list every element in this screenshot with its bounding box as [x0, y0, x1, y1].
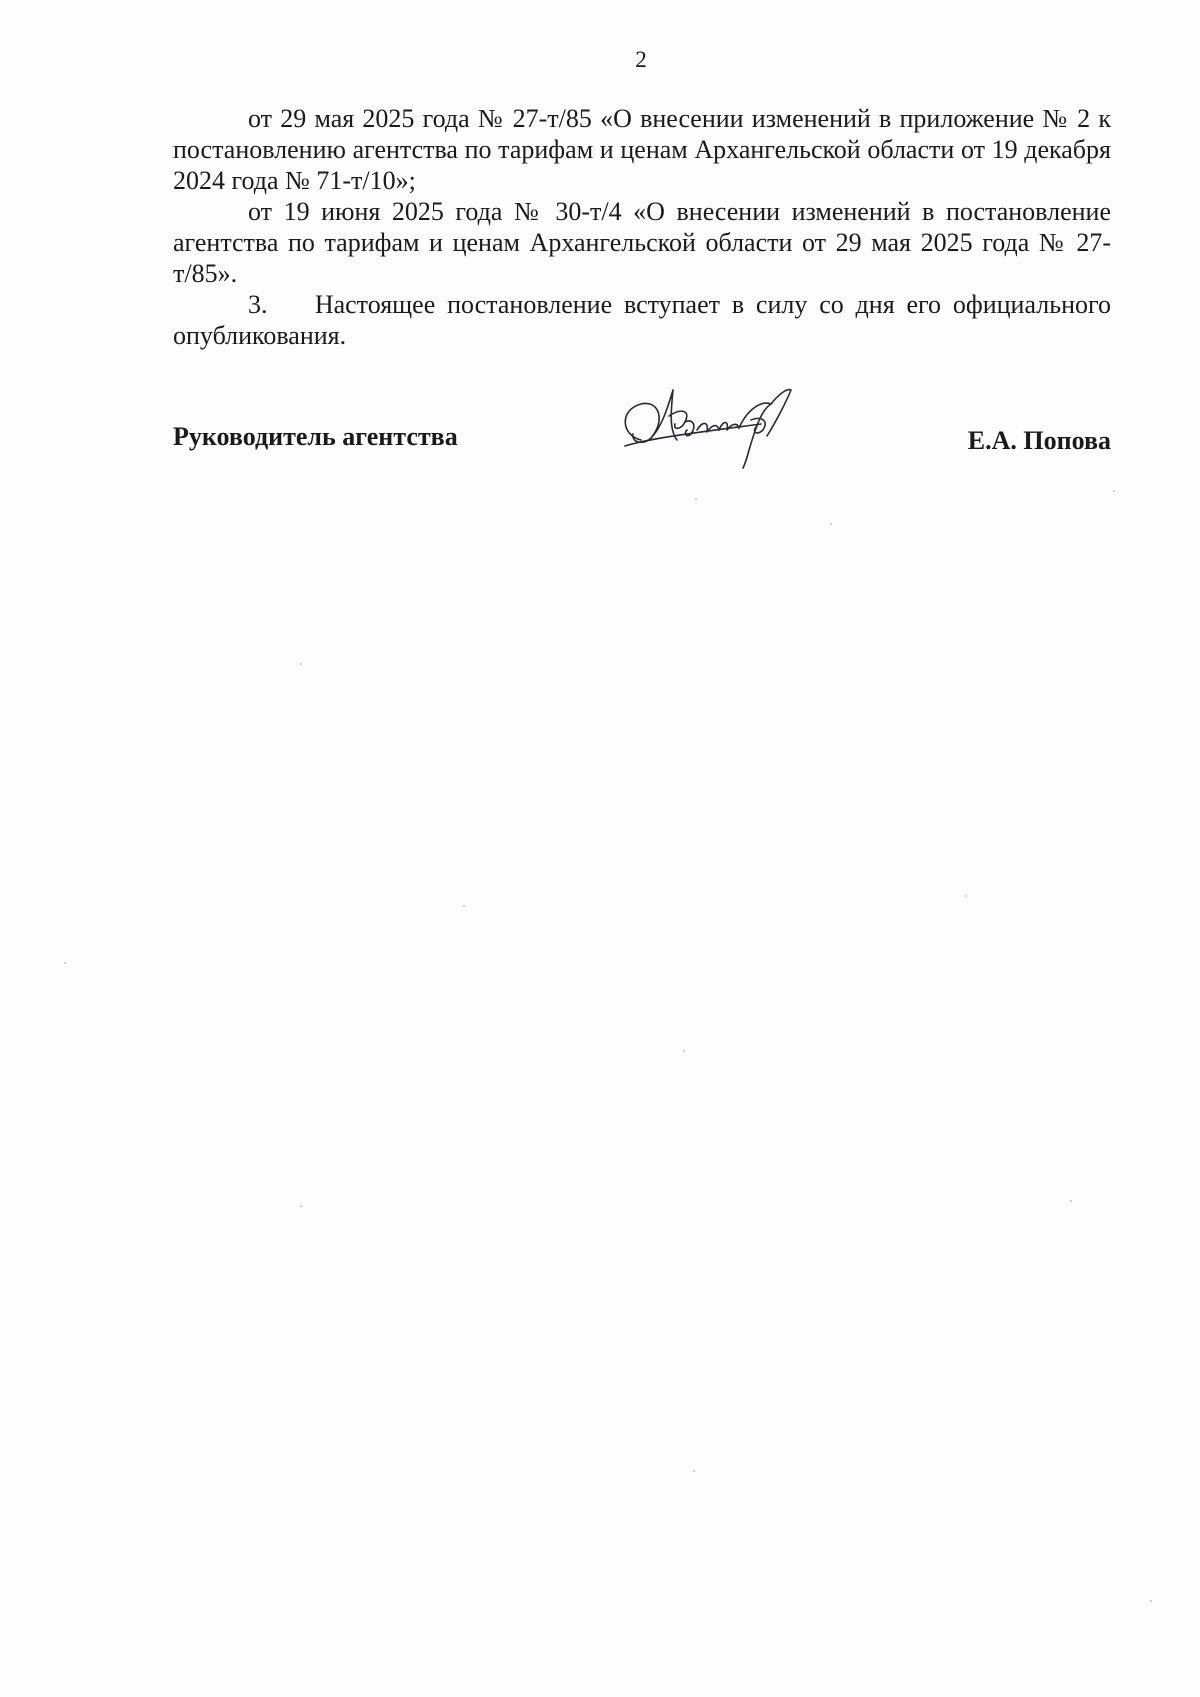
- scan-speck: [1150, 1600, 1152, 1602]
- scan-speck: [695, 498, 697, 500]
- handwritten-signature: [611, 380, 811, 470]
- scan-speck: [300, 1205, 302, 1207]
- page-number: 2: [635, 47, 647, 72]
- scan-speck: [693, 1470, 695, 1472]
- scan-speck: [683, 1050, 685, 1052]
- scan-speck: [463, 905, 465, 907]
- signatory-position: Руководитель агентства: [173, 422, 458, 451]
- signature-block: [173, 380, 1111, 470]
- scan-speck: [64, 962, 66, 964]
- signatory-name: Е.А. Попова: [967, 426, 1111, 455]
- scan-speck: [830, 523, 832, 525]
- scan-speck: [1113, 490, 1115, 492]
- scan-speck: [300, 663, 302, 665]
- body-text: [173, 103, 1111, 351]
- paragraph-item-3: 3. Настоящее постановление вступает в силу со дня его официального опубликования.: [173, 290, 1111, 350]
- paragraph-amendment-2: от 19 июня 2025 года № 30-т/4 «О внесении изменений в постановление агентства по тарифам и ценам Архангельской области от 29 мая 2025 года № 27-т/85».: [173, 197, 1111, 288]
- scan-speck: [965, 895, 967, 897]
- paragraph-amendment-1: от 29 мая 2025 года № 27-т/85 «О внесении изменений в приложение № 2 к постановлению агентства по тарифам и ценам Архангельской области от 19 декабря 2024 года № 71-т/10»;: [173, 104, 1111, 195]
- scan-speck: [1070, 1200, 1072, 1202]
